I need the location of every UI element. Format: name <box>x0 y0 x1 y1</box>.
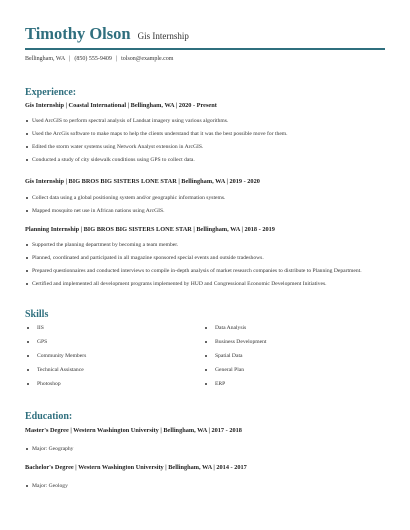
job-bullet: Supported the planning department by becoming a team member. <box>25 241 362 254</box>
skill-item: Business Development <box>203 338 381 352</box>
contact-location: Bellingham, WA <box>25 56 66 62</box>
job-title: Gis Internship | BIG BROS BIG SISTERS LONE STAR | Bellingham, WA | 2019 - 2020 <box>25 178 260 185</box>
skill-item: Spatial Data <box>203 352 381 366</box>
experience-heading: Experience: <box>25 87 77 98</box>
skill-item: Technical Assistance <box>25 366 203 380</box>
job-bullet: Collect data using a global positioning system and/or geographic information systems. <box>25 194 225 207</box>
job-title: Gis Internship | Coastal International | Bellingham, WA | 2020 - Present <box>25 102 217 109</box>
job-bullet: Prepared questionnaires and conducted interviews to compile in-depth analysis of market research companies to distribute to Planning Department. <box>25 267 362 280</box>
skill-item: IIS <box>25 324 203 338</box>
contact-phone: (850) 555-9409 <box>74 56 112 62</box>
skill-item: GPS <box>25 338 203 352</box>
skill-item: General Plan <box>203 366 381 380</box>
skills-grid <box>25 324 385 394</box>
job-bullet: Conducted a study of city sidewalk conditions using GPS to collect data. <box>25 156 288 169</box>
job-title: Planning Internship | BIG BROS BIG SISTERS LONE STAR | Bellingham, WA | 2018 - 2019 <box>25 226 275 233</box>
header-divider <box>25 48 385 50</box>
skill-item: Photoshop <box>25 380 203 394</box>
education-details <box>25 445 73 458</box>
contact-separator: | <box>69 56 71 62</box>
candidate-headline: Gis Internship <box>137 31 189 41</box>
job-bullets <box>25 117 288 169</box>
education-heading: Education: <box>25 411 73 422</box>
contact-email[interactable]: tolson@example.com <box>121 56 174 62</box>
job-bullet: Edited the storm water systems using Network Analyst extension in ArcGIS. <box>25 143 288 156</box>
education-title: Bachelor's Degree | Western Washington University | Bellingham, WA | 2014 - 2017 <box>25 464 247 471</box>
job-bullet: Certified and implemented all development programs implemented by HUD and Congressional Economic Development Initiatives. <box>25 280 362 293</box>
job-bullet: Planned, coordinated and participated in all magazine sponsored special events and outside tradeshows. <box>25 254 362 267</box>
education-details <box>25 482 68 495</box>
resume-header <box>25 24 385 44</box>
skill-item: Data Analysis <box>203 324 381 338</box>
name-line <box>25 24 385 44</box>
skill-item: Community Members <box>25 352 203 366</box>
contact-line <box>25 56 173 62</box>
job-bullets <box>25 194 225 220</box>
education-detail: Major: Geology <box>25 482 68 495</box>
job-bullets <box>25 241 362 293</box>
job-bullet: Used ArcGIS to perform spectral analysis of Landsat imagery using various algorithms. <box>25 117 288 130</box>
education-detail: Major: Geography <box>25 445 73 458</box>
skills-heading: Skills <box>25 309 49 320</box>
contact-separator: | <box>115 56 118 62</box>
skill-item: ERP <box>203 380 381 394</box>
education-title: Master's Degree | Western Washington University | Bellingham, WA | 2017 - 2018 <box>25 427 242 434</box>
job-bullet: Used the ArcGis software to make maps to help the clients understand that it was the best possible move for them. <box>25 130 288 143</box>
candidate-name: Timothy Olson <box>25 24 131 43</box>
job-bullet: Mapped mosquito net use in African nations using ArcGIS. <box>25 207 225 220</box>
